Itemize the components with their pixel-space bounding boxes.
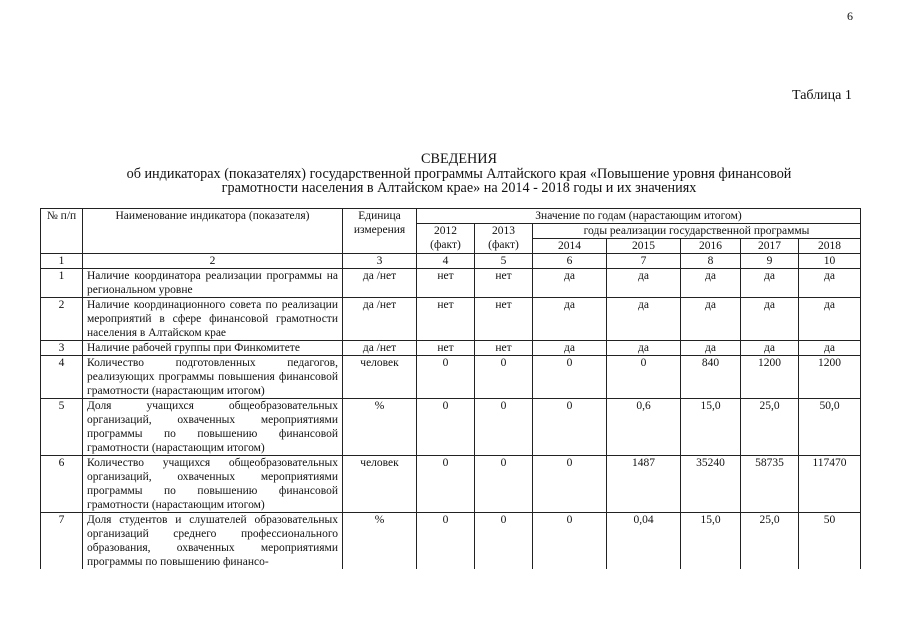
- header-name: Наименование индикатора (показателя): [83, 209, 343, 254]
- unit-cell: да /нет: [343, 298, 417, 341]
- unit-cell: да /нет: [343, 269, 417, 298]
- row-number: 4: [41, 356, 83, 399]
- value-cell: 1200: [741, 356, 799, 399]
- heading-line: грамотности населения в Алтайском крае» на 2014 - 2018 годы и их значениях: [221, 180, 697, 196]
- value-cell: да: [799, 341, 861, 356]
- value-cell: да: [607, 269, 681, 298]
- value-cell: да: [681, 298, 741, 341]
- indicator-name: Наличие координатора реализации программы на региональном уровне: [83, 269, 343, 298]
- value-cell: 0,6: [607, 399, 681, 456]
- column-number: 3: [343, 254, 417, 269]
- value-cell: нет: [475, 341, 533, 356]
- column-number: 4: [417, 254, 475, 269]
- value-cell: нет: [475, 298, 533, 341]
- value-cell: 0: [475, 513, 533, 570]
- header-year: 2018: [799, 239, 861, 254]
- unit-cell: человек: [343, 356, 417, 399]
- value-cell: нет: [417, 269, 475, 298]
- heading-line: об индикаторах (показателях) государственной программы Алтайского края «Повышение уровня финансовой: [126, 165, 792, 182]
- value-cell: 58735: [741, 456, 799, 513]
- value-cell: 0: [607, 356, 681, 399]
- row-number: 3: [41, 341, 83, 356]
- value-cell: да: [799, 269, 861, 298]
- indicator-name: Наличие рабочей группы при Финкомитете: [83, 341, 343, 356]
- table-row: [41, 341, 861, 356]
- header-year-2012: 2012 (факт): [417, 224, 475, 254]
- value-cell: 0: [475, 399, 533, 456]
- value-cell: 117470: [799, 456, 861, 513]
- indicator-name: Доля учащихся общеобразовательных организаций, охваченных мероприятиями программы по повышению финансовой грамотности (нарастающим итогом): [83, 399, 343, 456]
- value-cell: 0: [417, 456, 475, 513]
- header-year: 2016: [681, 239, 741, 254]
- value-cell: да: [799, 298, 861, 341]
- value-cell: 0: [475, 456, 533, 513]
- column-number: 10: [799, 254, 861, 269]
- value-cell: да: [607, 341, 681, 356]
- value-cell: 25,0: [741, 513, 799, 570]
- table-row: [41, 269, 861, 298]
- column-number: 8: [681, 254, 741, 269]
- value-cell: нет: [417, 298, 475, 341]
- value-cell: 0: [533, 513, 607, 570]
- header-unit: Единица измерения: [343, 209, 417, 254]
- value-cell: 15,0: [681, 399, 741, 456]
- unit-cell: да /нет: [343, 341, 417, 356]
- indicator-name: Количество подготовленных педагогов, реализующих программы повышения финансовой грамотности (нарастающим итогом): [83, 356, 343, 399]
- page-number: 6: [847, 9, 853, 23]
- indicator-name: Наличие координационного совета по реализации мероприятий в сфере финансовой грамотности населения в Алтайском крае: [83, 298, 343, 341]
- value-cell: да: [681, 269, 741, 298]
- value-cell: 15,0: [681, 513, 741, 570]
- value-cell: 1200: [799, 356, 861, 399]
- value-cell: да: [741, 341, 799, 356]
- indicator-name: Доля студентов и слушателей образовательных организаций среднего профессионального образования, охваченных мероприятиями программы по повышению финансо-: [83, 513, 343, 570]
- value-cell: 0: [533, 399, 607, 456]
- header-year: 2017: [741, 239, 799, 254]
- column-numbers-row: [41, 254, 861, 269]
- table-row: [41, 456, 861, 513]
- row-number: 7: [41, 513, 83, 570]
- header-num: № п/п: [41, 209, 83, 254]
- value-cell: да: [533, 298, 607, 341]
- value-cell: 0,04: [607, 513, 681, 570]
- value-cell: 0: [417, 356, 475, 399]
- value-cell: да: [607, 298, 681, 341]
- heading-title: СВЕДЕНИЯ: [421, 151, 497, 167]
- value-cell: 840: [681, 356, 741, 399]
- document-heading: [40, 152, 878, 196]
- value-cell: да: [741, 298, 799, 341]
- value-cell: нет: [475, 269, 533, 298]
- value-cell: 50: [799, 513, 861, 570]
- column-number: 2: [83, 254, 343, 269]
- value-cell: 50,0: [799, 399, 861, 456]
- table-row: [41, 399, 861, 456]
- value-cell: 0: [533, 456, 607, 513]
- value-cell: да: [681, 341, 741, 356]
- table-row: [41, 513, 861, 570]
- column-number: 5: [475, 254, 533, 269]
- value-cell: 0: [533, 356, 607, 399]
- column-number: 6: [533, 254, 607, 269]
- row-number: 6: [41, 456, 83, 513]
- value-cell: 25,0: [741, 399, 799, 456]
- value-cell: да: [533, 341, 607, 356]
- header-program-years: годы реализации государственной программы: [533, 224, 861, 239]
- table-row: [41, 356, 861, 399]
- value-cell: да: [533, 269, 607, 298]
- header-year: 2015: [607, 239, 681, 254]
- value-cell: 0: [417, 513, 475, 570]
- header-values-group: Значение по годам (нарастающим итогом): [417, 209, 861, 224]
- value-cell: 0: [417, 399, 475, 456]
- value-cell: нет: [417, 341, 475, 356]
- value-cell: 35240: [681, 456, 741, 513]
- indicator-name: Количество учащихся общеобразовательных организаций, охваченных мероприятиями программы по повышению финансовой грамотности (нарастающим итогом): [83, 456, 343, 513]
- row-number: 1: [41, 269, 83, 298]
- row-number: 2: [41, 298, 83, 341]
- value-cell: да: [741, 269, 799, 298]
- unit-cell: человек: [343, 456, 417, 513]
- unit-cell: %: [343, 399, 417, 456]
- header-year: 2014: [533, 239, 607, 254]
- column-number: 1: [41, 254, 83, 269]
- value-cell: 0: [475, 356, 533, 399]
- table-label: Таблица 1: [792, 88, 852, 103]
- column-number: 9: [741, 254, 799, 269]
- table-row: [41, 298, 861, 341]
- unit-cell: %: [343, 513, 417, 570]
- value-cell: 1487: [607, 456, 681, 513]
- column-number: 7: [607, 254, 681, 269]
- header-year-2013: 2013 (факт): [475, 224, 533, 254]
- indicators-table: [40, 208, 861, 569]
- row-number: 5: [41, 399, 83, 456]
